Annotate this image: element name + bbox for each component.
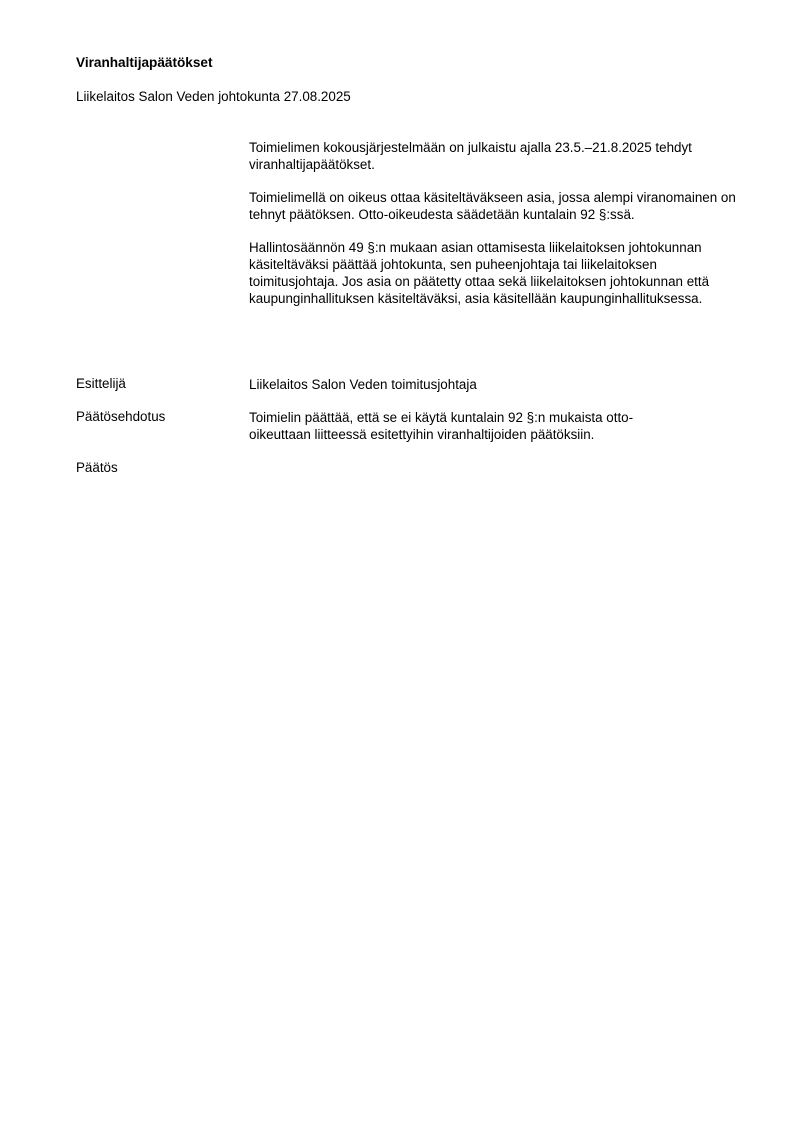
presenter-value: Liikelaitos Salon Veden toimitusjohtaja bbox=[249, 377, 477, 392]
page-title: Viranhaltijapäätökset bbox=[76, 55, 213, 70]
paragraph-right-to-take: Toimielimellä on oikeus ottaa käsiteltäväkseen asia, jossa alempi viranomainen on tehnyt päätöksen. Otto-oikeudesta säädetään kuntalain 92 §:ssä. bbox=[249, 190, 736, 222]
paragraph-administrative-rule: Hallintosäännön 49 §:n mukaan asian ottamisesta liikelaitoksen johtokunnan käsiteltäväksi päättää johtokunta, sen puheenjohtaja tai liikelaitoksen toimitusjohtaja. Jos asia on päätetty ottaa sekä liikelaitoksen johtokunnan että kaupunginhallituksen käsiteltäväksi, asia käsitellään kaupunginhallituksessa. bbox=[249, 240, 710, 306]
decision-label: Päätös bbox=[76, 460, 118, 475]
meeting-subtitle: Liikelaitos Salon Veden johtokunta 27.08.2025 bbox=[76, 89, 351, 104]
body-text bbox=[249, 139, 749, 323]
proposal-label: Päätösehdotus bbox=[76, 409, 166, 424]
proposal-value: Toimielin päättää, että se ei käytä kuntalain 92 §:n mukaista otto-oikeuttaan liitteessä esitettyihin viranhaltijoiden päätöksiin. bbox=[249, 410, 634, 442]
presenter-label: Esittelijä bbox=[76, 376, 126, 391]
paragraph-publication: Toimielimen kokousjärjestelmään on julkaistu ajalla 23.5.–21.8.2025 tehdyt viranhaltijapäätökset. bbox=[249, 140, 692, 172]
